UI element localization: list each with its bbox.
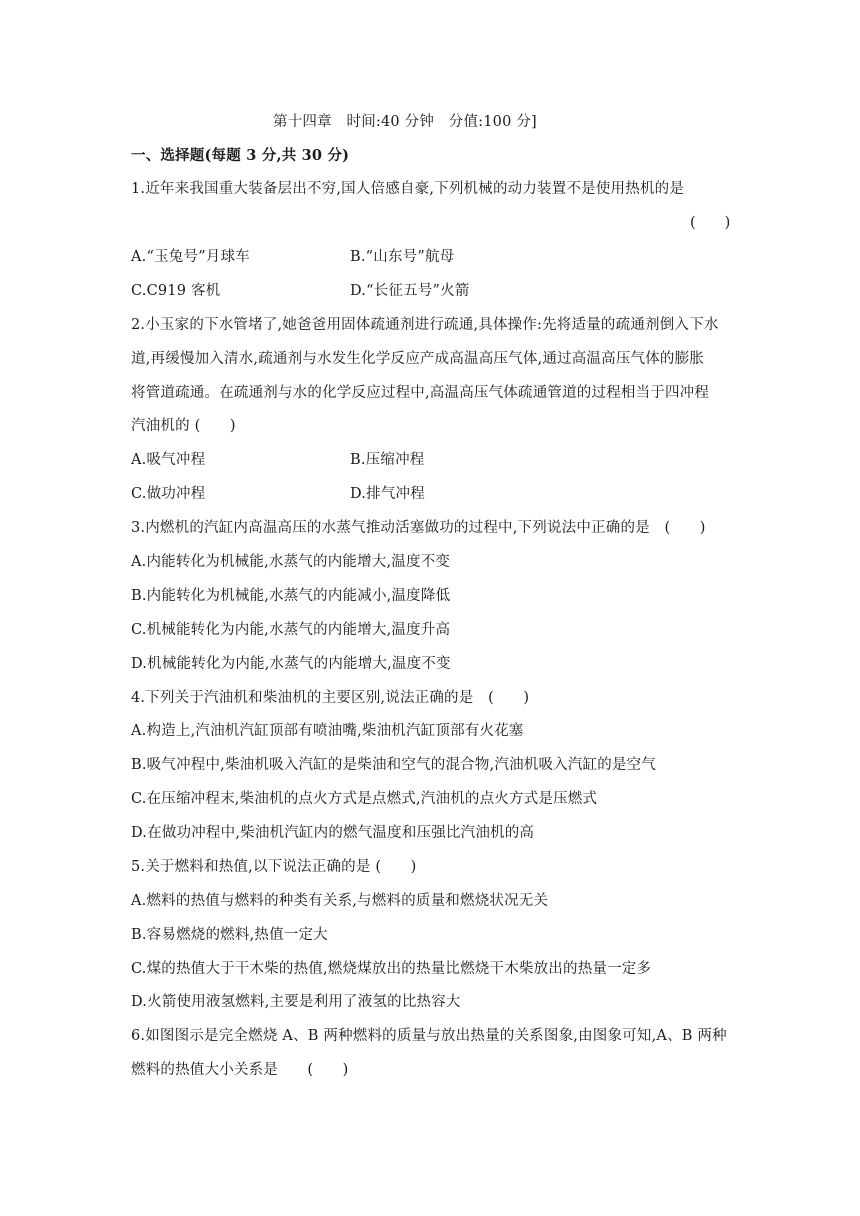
q5-stem: 5.关于燃料和热值,以下说法正确的是 ( ) — [131, 859, 417, 875]
q5-option-d: D.火箭使用液氢燃料,主要是利用了液氢的比热容大 — [131, 994, 461, 1010]
q6-stem-line2: 燃料的热值大小关系是 ( ) — [131, 1062, 349, 1078]
q1-answer-paren: ( ) — [690, 215, 731, 231]
q3-option-c: C.机械能转化为内能,水蒸气的内能增大,温度升高 — [131, 622, 451, 638]
q1-option-d: D.“长征五号”火箭 — [350, 283, 470, 299]
q2-stem-line1: 2.小玉家的下水管堵了,她爸爸用固体疏通剂进行疏通,具体操作:先将适量的疏通剂倒入下水 — [131, 317, 719, 333]
q5-option-c: C.煤的热值大于干木柴的热值,燃烧煤放出的热量比燃烧干木柴放出的热量一定多 — [131, 961, 652, 977]
q1-option-b: B.“山东号”航母 — [350, 249, 455, 265]
q3-option-b: B.内能转化为机械能,水蒸气的内能减小,温度降低 — [131, 588, 451, 604]
q4-option-b: B.吸气冲程中,柴油机吸入汽缸的是柴油和空气的混合物,汽油机吸入汽缸的是空气 — [131, 757, 657, 773]
q4-option-d: D.在做功冲程中,柴油机汽缸内的燃气温度和压强比汽油机的高 — [131, 825, 535, 841]
q1-option-c: C.C919 客机 — [131, 283, 221, 299]
q4-option-c: C.在压缩冲程末,柴油机的点火方式是点燃式,汽油机的点火方式是压燃式 — [131, 791, 598, 807]
q2-option-d: D.排气冲程 — [350, 486, 425, 502]
q2-stem-line2: 道,再缓慢加入清水,疏通剂与水发生化学反应产成高温高压气体,通过高温高压气体的膨胀 — [131, 351, 705, 367]
q1-option-a: A.“玉兔号”月球车 — [131, 249, 250, 265]
q4-option-a: A.构造上,汽油机汽缸顶部有喷油嘴,柴油机汽缸顶部有火花塞 — [131, 723, 524, 739]
q2-stem-line4: 汽油机的 ( ) — [131, 418, 236, 434]
q4-stem: 4.下列关于汽油机和柴油机的主要区别,说法正确的是 ( ) — [131, 690, 530, 706]
q3-option-a: A.内能转化为机械能,水蒸气的内能增大,温度不变 — [131, 554, 451, 570]
q5-option-b: B.容易燃烧的燃料,热值一定大 — [131, 927, 328, 943]
section-title: 一、选择题(每题 3 分,共 30 分) — [131, 147, 350, 164]
q1-stem: 1.近年来我国重大装备层出不穷,国人倍感自豪,下列机械的动力装置不是使用热机的是 — [131, 181, 685, 197]
q2-option-a: A.吸气冲程 — [131, 452, 206, 468]
q2-option-c: C.做功冲程 — [131, 486, 206, 502]
q5-option-a: A.燃料的热值与燃料的种类有关系,与燃料的质量和燃烧状况无关 — [131, 893, 549, 909]
q3-option-d: D.机械能转化为内能,水蒸气的内能增大,温度不变 — [131, 656, 451, 672]
q6-stem-line1: 6.如图图示是完全燃烧 A、B 两种燃料的质量与放出热量的关系图象,由图象可知,A、B 两种 — [131, 1028, 727, 1044]
q2-option-b: B.压缩冲程 — [350, 452, 425, 468]
chapter-header: 第十四章 时间:40 分钟 分值:100 分] — [273, 114, 537, 130]
q2-stem-line3: 将管道疏通。在疏通剂与水的化学反应过程中,高温高压气体疏通管道的过程相当于四冲程 — [131, 385, 710, 401]
q3-stem: 3.内燃机的汽缸内高温高压的水蒸气推动活塞做功的过程中,下列说法中正确的是 ( ) — [131, 520, 706, 536]
